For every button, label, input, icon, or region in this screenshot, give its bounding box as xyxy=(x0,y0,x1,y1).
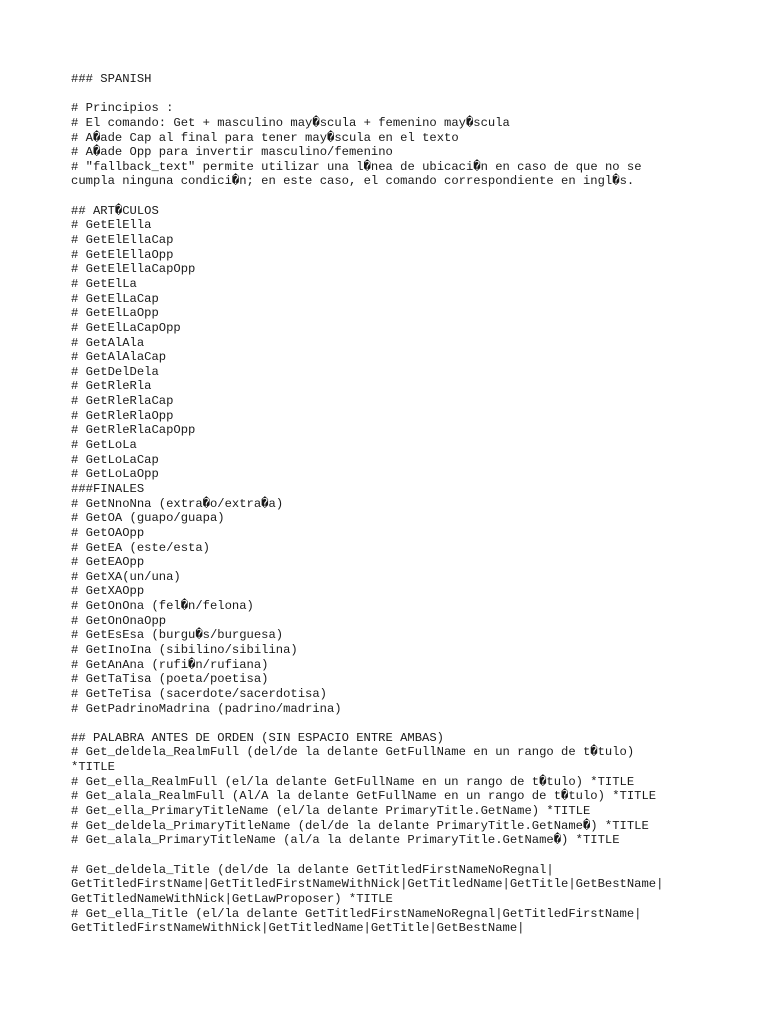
text-line: # GetElEllaCap xyxy=(71,233,174,248)
text-line: # GetAlAla xyxy=(71,335,145,350)
text-line: GetTitledFirstNameWithNick|GetTitledName|GetTitle|GetBestName| xyxy=(71,921,525,936)
text-line: # GetPadrinoMadrina (padrino/madrina) xyxy=(71,701,342,716)
document-text xyxy=(71,72,741,936)
text-line: # GetAnAna (rufi�n/rufiana) xyxy=(71,657,269,672)
text-line: # GetOnOna (fel�n/felona) xyxy=(71,599,254,614)
blank-line xyxy=(71,87,741,102)
text-line: ###FINALES xyxy=(71,481,145,496)
text-line: # Get_deldela_PrimaryTitleName (del/de la delante PrimaryTitle.GetName�) *TITLE xyxy=(71,818,649,833)
text-line: # "fallback_text" permite utilizar una l�nea de ubicaci�n en caso de que no se xyxy=(71,159,642,174)
text-line: # El comando: Get + masculino may�scula + femenino may�scula xyxy=(71,115,510,130)
text-line: # GetLoLaOpp xyxy=(71,467,159,482)
text-line: # GetRleRlaCap xyxy=(71,394,174,409)
text-line: # GetRleRlaOpp xyxy=(71,408,174,423)
text-line: # Get_ella_RealmFull (el/la delante GetFullName en un rango de t�tulo) *TITLE xyxy=(71,774,635,789)
text-line: # GetLoLa xyxy=(71,438,137,453)
text-line: # GetOA (guapo/guapa) xyxy=(71,511,225,526)
text-line: # GetRleRla xyxy=(71,379,152,394)
text-line: # GetAlAlaCap xyxy=(71,350,167,365)
text-line: *TITLE xyxy=(71,760,115,775)
text-line: # GetInoIna (sibilino/sibilina) xyxy=(71,642,298,657)
text-line: # GetElLaCapOpp xyxy=(71,320,181,335)
text-line: GetTitledFirstName|GetTitledFirstNameWithNick|GetTitledName|GetTitle|GetBestName| xyxy=(71,877,664,892)
blank-line xyxy=(71,848,741,863)
text-line: # Get_deldela_RealmFull (del/de la delante GetFullName en un rango de t�tulo) xyxy=(71,745,635,760)
text-line: # GetXA(un/una) xyxy=(71,569,181,584)
text-line: ### SPANISH xyxy=(71,72,152,86)
text-line: # GetElEllaCapOpp xyxy=(71,262,196,277)
text-line: # GetElLaOpp xyxy=(71,306,159,321)
text-line: # GetTeTisa (sacerdote/sacerdotisa) xyxy=(71,686,327,701)
text-line: GetTitledNameWithNick|GetLawProposer) *TITLE xyxy=(71,891,393,906)
text-line: ## ART�CULOS xyxy=(71,203,159,218)
text-line: # A�ade Opp para invertir masculino/femenino xyxy=(71,145,393,160)
text-line: # GetElEllaOpp xyxy=(71,247,174,262)
text-line: # GetTaTisa (poeta/poetisa) xyxy=(71,672,269,687)
blank-line xyxy=(71,189,741,204)
text-line: # Principios : xyxy=(71,101,174,116)
text-line: # Get_ella_Title (el/la delante GetTitledFirstNameNoRegnal|GetTitledFirstName| xyxy=(71,906,642,921)
text-line: # GetEsEsa (burgu�s/burguesa) xyxy=(71,628,284,643)
text-line: # GetOAOpp xyxy=(71,525,145,540)
text-line: # Get_alala_RealmFull (Al/A la delante GetFullName en un rango de t�tulo) *TITLE xyxy=(71,789,657,804)
blank-line xyxy=(71,716,741,731)
text-line: # A�ade Cap al final para tener may�scula en el texto xyxy=(71,130,459,145)
text-line: # GetElLaCap xyxy=(71,291,159,306)
text-line: # GetRleRlaCapOpp xyxy=(71,423,196,438)
text-line: # GetNnoNna (extra�o/extra�a) xyxy=(71,496,284,511)
text-line: # GetElLa xyxy=(71,276,137,291)
text-line: # Get_alala_PrimaryTitleName (al/a la delante PrimaryTitle.GetName�) *TITLE xyxy=(71,833,620,848)
text-line: # GetLoLaCap xyxy=(71,452,159,467)
text-line: # Get_deldela_Title (del/de la delante GetTitledFirstNameNoRegnal| xyxy=(71,862,554,877)
text-line: # GetElElla xyxy=(71,218,152,233)
text-line: # GetEAOpp xyxy=(71,555,145,570)
text-line: # GetOnOnaOpp xyxy=(71,613,167,628)
text-line: # GetXAOpp xyxy=(71,584,145,599)
text-line: cumpla ninguna condici�n; en este caso, el comando correspondiente en ingl�s. xyxy=(71,174,635,189)
text-line: # GetDelDela xyxy=(71,364,159,379)
text-line: ## PALABRA ANTES DE ORDEN (SIN ESPACIO ENTRE AMBAS) xyxy=(71,730,444,745)
text-line: # GetEA (este/esta) xyxy=(71,540,210,555)
text-line: # Get_ella_PrimaryTitleName (el/la delante PrimaryTitle.GetName) *TITLE xyxy=(71,804,591,819)
